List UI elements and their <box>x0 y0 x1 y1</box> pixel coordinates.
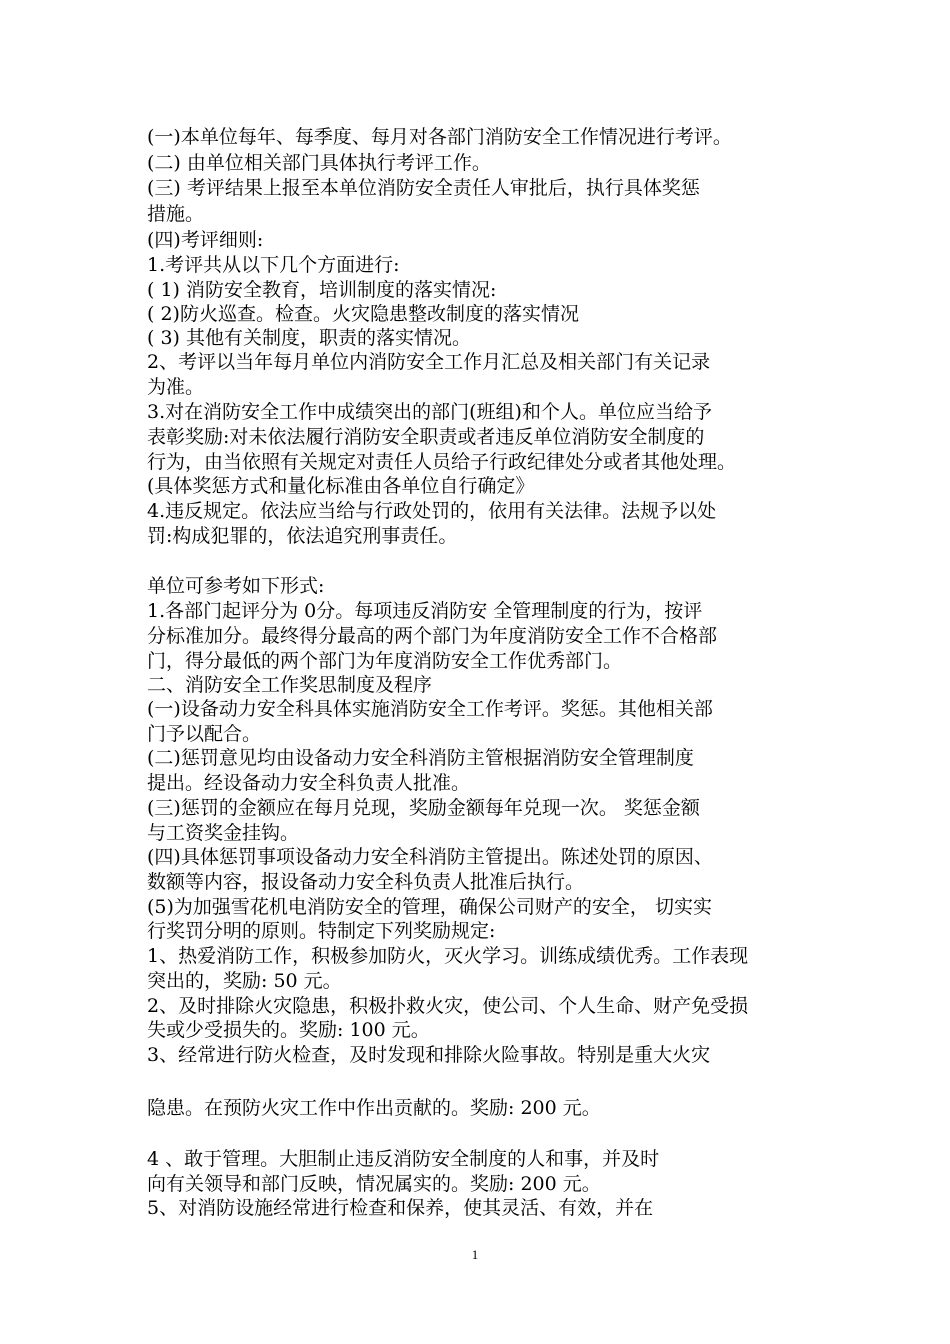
text-line: 行为，由当依照有关规定对责任人员给子行政纪律处分或者其他处理。 <box>147 451 737 473</box>
text-line: 单位可参考如下形式: <box>147 575 325 597</box>
text-line: 隐患。在预防火灾工作中作出贡献的。奖励: 200 元。 <box>147 1097 601 1119</box>
text-line: 二、消防安全工作奖思制度及程序 <box>147 674 433 696</box>
text-line: (二) 由单位相关部门具体执行考评工作。 <box>147 152 491 174</box>
text-line: 1.各部门起评分为 0分。每项违反消防安 全管理制度的行为，按评 <box>147 600 703 622</box>
text-line: (三) 考评结果上报至本单位消防安全责任人审批后，执行具体奖惩 <box>147 177 700 199</box>
text-line: (三)惩罚的金额应在每月兑现，奖励金额每年兑现一次。 奖惩金额 <box>147 797 700 819</box>
text-line: 3.对在消防安全工作中成绩突出的部门(班组)和个人。单位应当给予 <box>147 401 712 423</box>
text-line: 罚:构成犯罪的，依法追究刑事责任。 <box>147 525 458 547</box>
text-line: 5、对消防设施经常进行检查和保养，使其灵活、有效，并在 <box>147 1197 654 1219</box>
text-line: 2、及时排除火灾隐患，积极扑救火灾，使公司、个人生命、财产免受损 <box>147 995 749 1017</box>
text-line: (一)本单位每年、每季度、每月对各部门消防安全工作情况进行考评。 <box>147 126 732 148</box>
text-line: 1.考评共从以下几个方面进行: <box>147 254 400 276</box>
text-line: 4 、敢于管理。大胆制止违反消防安全制度的人和事，并及时 <box>147 1148 660 1170</box>
text-line: 失或少受损失的。奖励: 100 元。 <box>147 1019 430 1041</box>
text-line: 3、经常进行防火检查，及时发现和排除火险事故。特别是重大火灾 <box>147 1044 711 1066</box>
text-line: 提出。经设备动力安全科负责人批准。 <box>147 772 471 794</box>
text-line: 与工资奖金挂钩。 <box>147 822 300 844</box>
text-line: 数额等内容，报设备动力安全科负责人批准后执行。 <box>147 871 585 893</box>
text-line: (具体奖惩方式和量化标准由各单位自行确定》 <box>147 475 535 497</box>
text-line: (一)设备动力安全科具体实施消防安全工作考评。奖惩。其他相关部 <box>147 698 713 720</box>
text-line: (四)考评细则: <box>147 229 264 251</box>
text-line: 2、考评以当年每月单位内消防安全工作月汇总及相关部门有关记录 <box>147 351 711 373</box>
text-line: 表彰奖励:对未依法履行消防安全职责或者违反单位消防安全制度的 <box>147 426 705 448</box>
text-line: (四)具体惩罚事项设备动力安全科消防主管提出。陈述处罚的原因、 <box>147 846 713 868</box>
text-line: ( 1) 消防安全教育，培训制度的落实情况: <box>147 279 497 301</box>
text-line: 突出的，奖励: 50 元。 <box>147 970 342 992</box>
text-line: 分标准加分。最终得分最高的两个部门为年度消防安全工作不合格部 <box>147 625 718 647</box>
text-line: 门予以配合。 <box>147 723 262 745</box>
text-line: 措施。 <box>147 203 205 225</box>
text-line: ( 2)防火巡查。检查。火灾隐患整改制度的落实情况 <box>147 303 579 325</box>
text-line: ( 3) 其他有关制度，职责的落实情况。 <box>147 327 471 349</box>
text-line: 门，得分最低的两个部门为年度消防安全工作优秀部门。 <box>147 650 623 672</box>
text-line: 行奖罚分明的原则。特制定下列奖励规定: <box>147 920 496 942</box>
text-line: (二)惩罚意见均由设备动力安全科消防主管根据消防安全管理制度 <box>147 747 694 769</box>
text-line: 4.违反规定。依法应当给与行政处罚的，依用有关法律。法规予以处 <box>147 500 717 522</box>
text-line: 1、热爱消防工作，积极参加防火，灭火学习。训练成绩优秀。工作表现 <box>147 945 749 967</box>
text-line: (5)为加强雪花机电消防安全的管理，确保公司财产的安全， 切实实 <box>147 896 712 918</box>
page-number: 1 <box>471 1247 479 1262</box>
text-line: 为准。 <box>147 376 205 398</box>
text-line: 向有关领导和部门反映，情况属实的。奖励: 200 元。 <box>147 1173 601 1195</box>
